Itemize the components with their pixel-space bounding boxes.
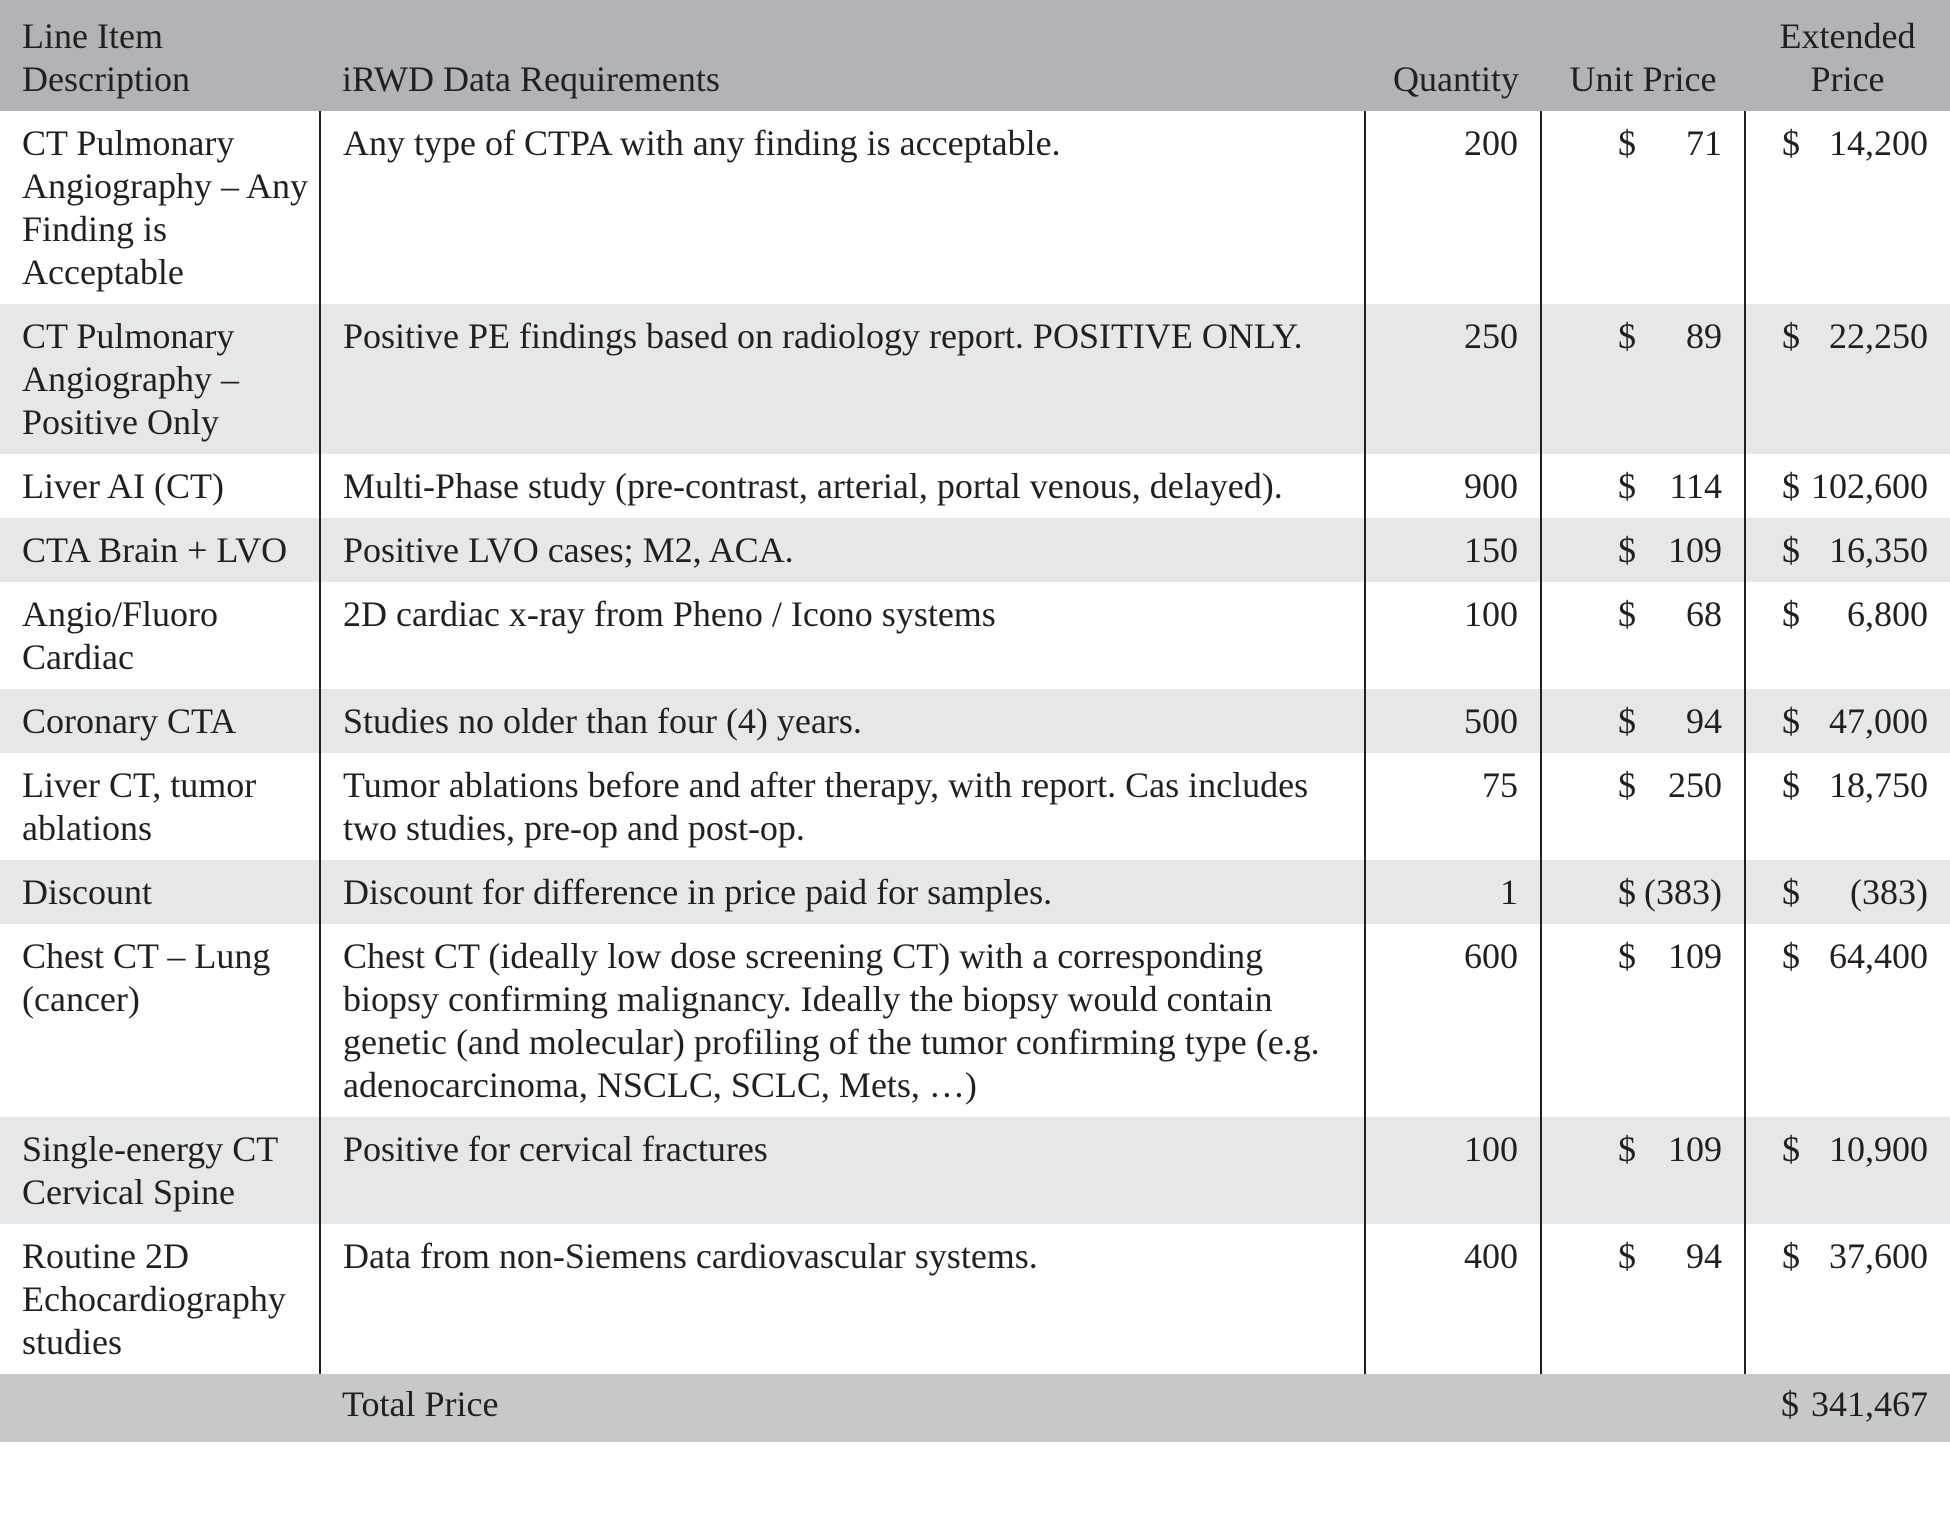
quantity: 100 [1365,582,1541,689]
currency-symbol: $ [1618,530,1636,570]
extended-price: 16,350 [1829,530,1928,570]
currency-symbol: $ [1618,872,1636,912]
table-row [0,111,1950,304]
table-row [0,753,1950,860]
table-row [0,1117,1950,1224]
line-item-description: Routine 2D Echocardiography studies [0,1224,320,1374]
currency-symbol: $ [1782,530,1800,570]
line-item-description: CTA Brain + LVO [0,518,320,582]
extended-price: 47,000 [1829,701,1928,741]
quantity: 200 [1365,111,1541,304]
currency-symbol: $ [1618,123,1636,163]
data-requirements: Any type of CTPA with any finding is acceptable. [320,111,1365,304]
line-item-description: Angio/Fluoro Cardiac [0,582,320,689]
unit-price: 94 [1686,1236,1722,1276]
extended-price-cell [1745,1224,1950,1374]
quantity: 900 [1365,454,1541,518]
table-row [0,518,1950,582]
total-empty-cell [0,1374,320,1442]
quantity: 400 [1365,1224,1541,1374]
quantity: 150 [1365,518,1541,582]
extended-price-cell [1745,582,1950,689]
quantity: 250 [1365,304,1541,454]
data-requirements: Discount for difference in price paid for samples. [320,860,1365,924]
currency-symbol: $ [1618,316,1636,356]
unit-price: 71 [1686,123,1722,163]
unit-price-cell [1541,304,1745,454]
unit-price-cell [1541,753,1745,860]
currency-symbol: $ [1782,1129,1800,1169]
header-requirements: iRWD Data Requirements [342,59,720,99]
table-row [0,860,1950,924]
currency-symbol: $ [1782,872,1800,912]
currency-symbol: $ [1782,594,1800,634]
currency-symbol: $ [1781,1384,1799,1424]
currency-symbol: $ [1618,765,1636,805]
table-row [0,924,1950,1117]
data-requirements: Chest CT (ideally low dose screening CT) with a corresponding biopsy confirming malignancy. Ideally the biopsy would contain genetic (and molecular) profiling of the tumor confirming type (e.g. adenocarcinoma, NSCLC, SCLC, Mets, …) [320,924,1365,1117]
currency-symbol: $ [1782,936,1800,976]
data-requirements: Positive PE findings based on radiology report. POSITIVE ONLY. [320,304,1365,454]
unit-price: 89 [1686,316,1722,356]
currency-symbol: $ [1782,123,1800,163]
unit-price-cell [1541,1224,1745,1374]
unit-price-cell [1541,924,1745,1117]
extended-price: 18,750 [1829,765,1928,805]
data-requirements: Data from non-Siemens cardiovascular systems. [320,1224,1365,1374]
currency-symbol: $ [1618,701,1636,741]
total-empty-cell [1541,1374,1745,1442]
currency-symbol: $ [1782,316,1800,356]
data-requirements: Positive LVO cases; M2, ACA. [320,518,1365,582]
extended-price: 10,900 [1829,1129,1928,1169]
total-label: Total Price [342,1384,499,1424]
unit-price: 68 [1686,594,1722,634]
currency-symbol: $ [1782,1236,1800,1276]
unit-price-cell [1541,454,1745,518]
currency-symbol: $ [1782,701,1800,741]
data-requirements: 2D cardiac x-ray from Pheno / Icono systems [320,582,1365,689]
extended-price-cell [1745,454,1950,518]
currency-symbol: $ [1782,765,1800,805]
quantity: 500 [1365,689,1541,753]
header-unit-price: Unit Price [1569,59,1717,99]
unit-price-cell [1541,111,1745,304]
currency-symbol: $ [1618,936,1636,976]
total-amount: 341,467 [1811,1384,1928,1424]
unit-price-cell [1541,1117,1745,1224]
extended-price-cell [1745,753,1950,860]
extended-price-cell [1745,689,1950,753]
quantity: 1 [1365,860,1541,924]
unit-price-cell [1541,518,1745,582]
unit-price: 109 [1668,530,1722,570]
currency-symbol: $ [1618,594,1636,634]
extended-price-cell [1745,1117,1950,1224]
line-item-description: Coronary CTA [0,689,320,753]
unit-price: 250 [1668,765,1722,805]
unit-price: 109 [1668,936,1722,976]
total-empty-cell [1365,1374,1541,1442]
table-footer [0,1374,1950,1442]
extended-price-cell [1745,304,1950,454]
table-row [0,304,1950,454]
extended-price-cell [1745,924,1950,1117]
currency-symbol: $ [1618,1236,1636,1276]
extended-price: 6,800 [1847,594,1928,634]
data-requirements: Tumor ablations before and after therapy, with report. Cas includes two studies, pre-op and post-op. [320,753,1365,860]
extended-price: 37,600 [1829,1236,1928,1276]
extended-price-cell [1745,860,1950,924]
unit-price-cell [1541,860,1745,924]
extended-price: (383) [1850,872,1928,912]
unit-price: 114 [1669,466,1722,506]
extended-price-cell [1745,111,1950,304]
header-description: Line Item Description [22,16,190,99]
header-quantity: Quantity [1393,59,1519,99]
header-extended-price: Extended Price [1779,16,1916,99]
table-row [0,582,1950,689]
quantity: 600 [1365,924,1541,1117]
total-row [0,1374,1950,1442]
data-requirements: Multi-Phase study (pre-contrast, arterial, portal venous, delayed). [320,454,1365,518]
quantity: 75 [1365,753,1541,860]
extended-price: 14,200 [1829,123,1928,163]
table-body [0,111,1950,1374]
line-item-description: Discount [0,860,320,924]
table-row [0,689,1950,753]
extended-price-cell [1745,518,1950,582]
data-requirements: Studies no older than four (4) years. [320,689,1365,753]
line-item-description: CT Pulmonary Angiography – Positive Only [0,304,320,454]
extended-price: 22,250 [1829,316,1928,356]
unit-price-cell [1541,689,1745,753]
line-item-description: Liver AI (CT) [0,454,320,518]
total-amount-cell [1745,1374,1950,1442]
quantity: 100 [1365,1117,1541,1224]
currency-symbol: $ [1618,1129,1636,1169]
table-row [0,1224,1950,1374]
unit-price: (383) [1644,872,1722,912]
line-item-description: CT Pulmonary Angiography – Any Finding is Acceptable [0,111,320,304]
extended-price: 64,400 [1829,936,1928,976]
header-row [0,0,1950,111]
unit-price: 109 [1668,1129,1722,1169]
extended-price: 102,600 [1811,466,1928,506]
table-header [0,0,1950,111]
data-requirements: Positive for cervical fractures [320,1117,1365,1224]
line-item-description: Chest CT – Lung (cancer) [0,924,320,1117]
line-item-description: Liver CT, tumor ablations [0,753,320,860]
table-row [0,454,1950,518]
currency-symbol: $ [1618,466,1636,506]
line-item-description: Single-energy CT Cervical Spine [0,1117,320,1224]
currency-symbol: $ [1782,466,1800,506]
unit-price-cell [1541,582,1745,689]
unit-price: 94 [1686,701,1722,741]
